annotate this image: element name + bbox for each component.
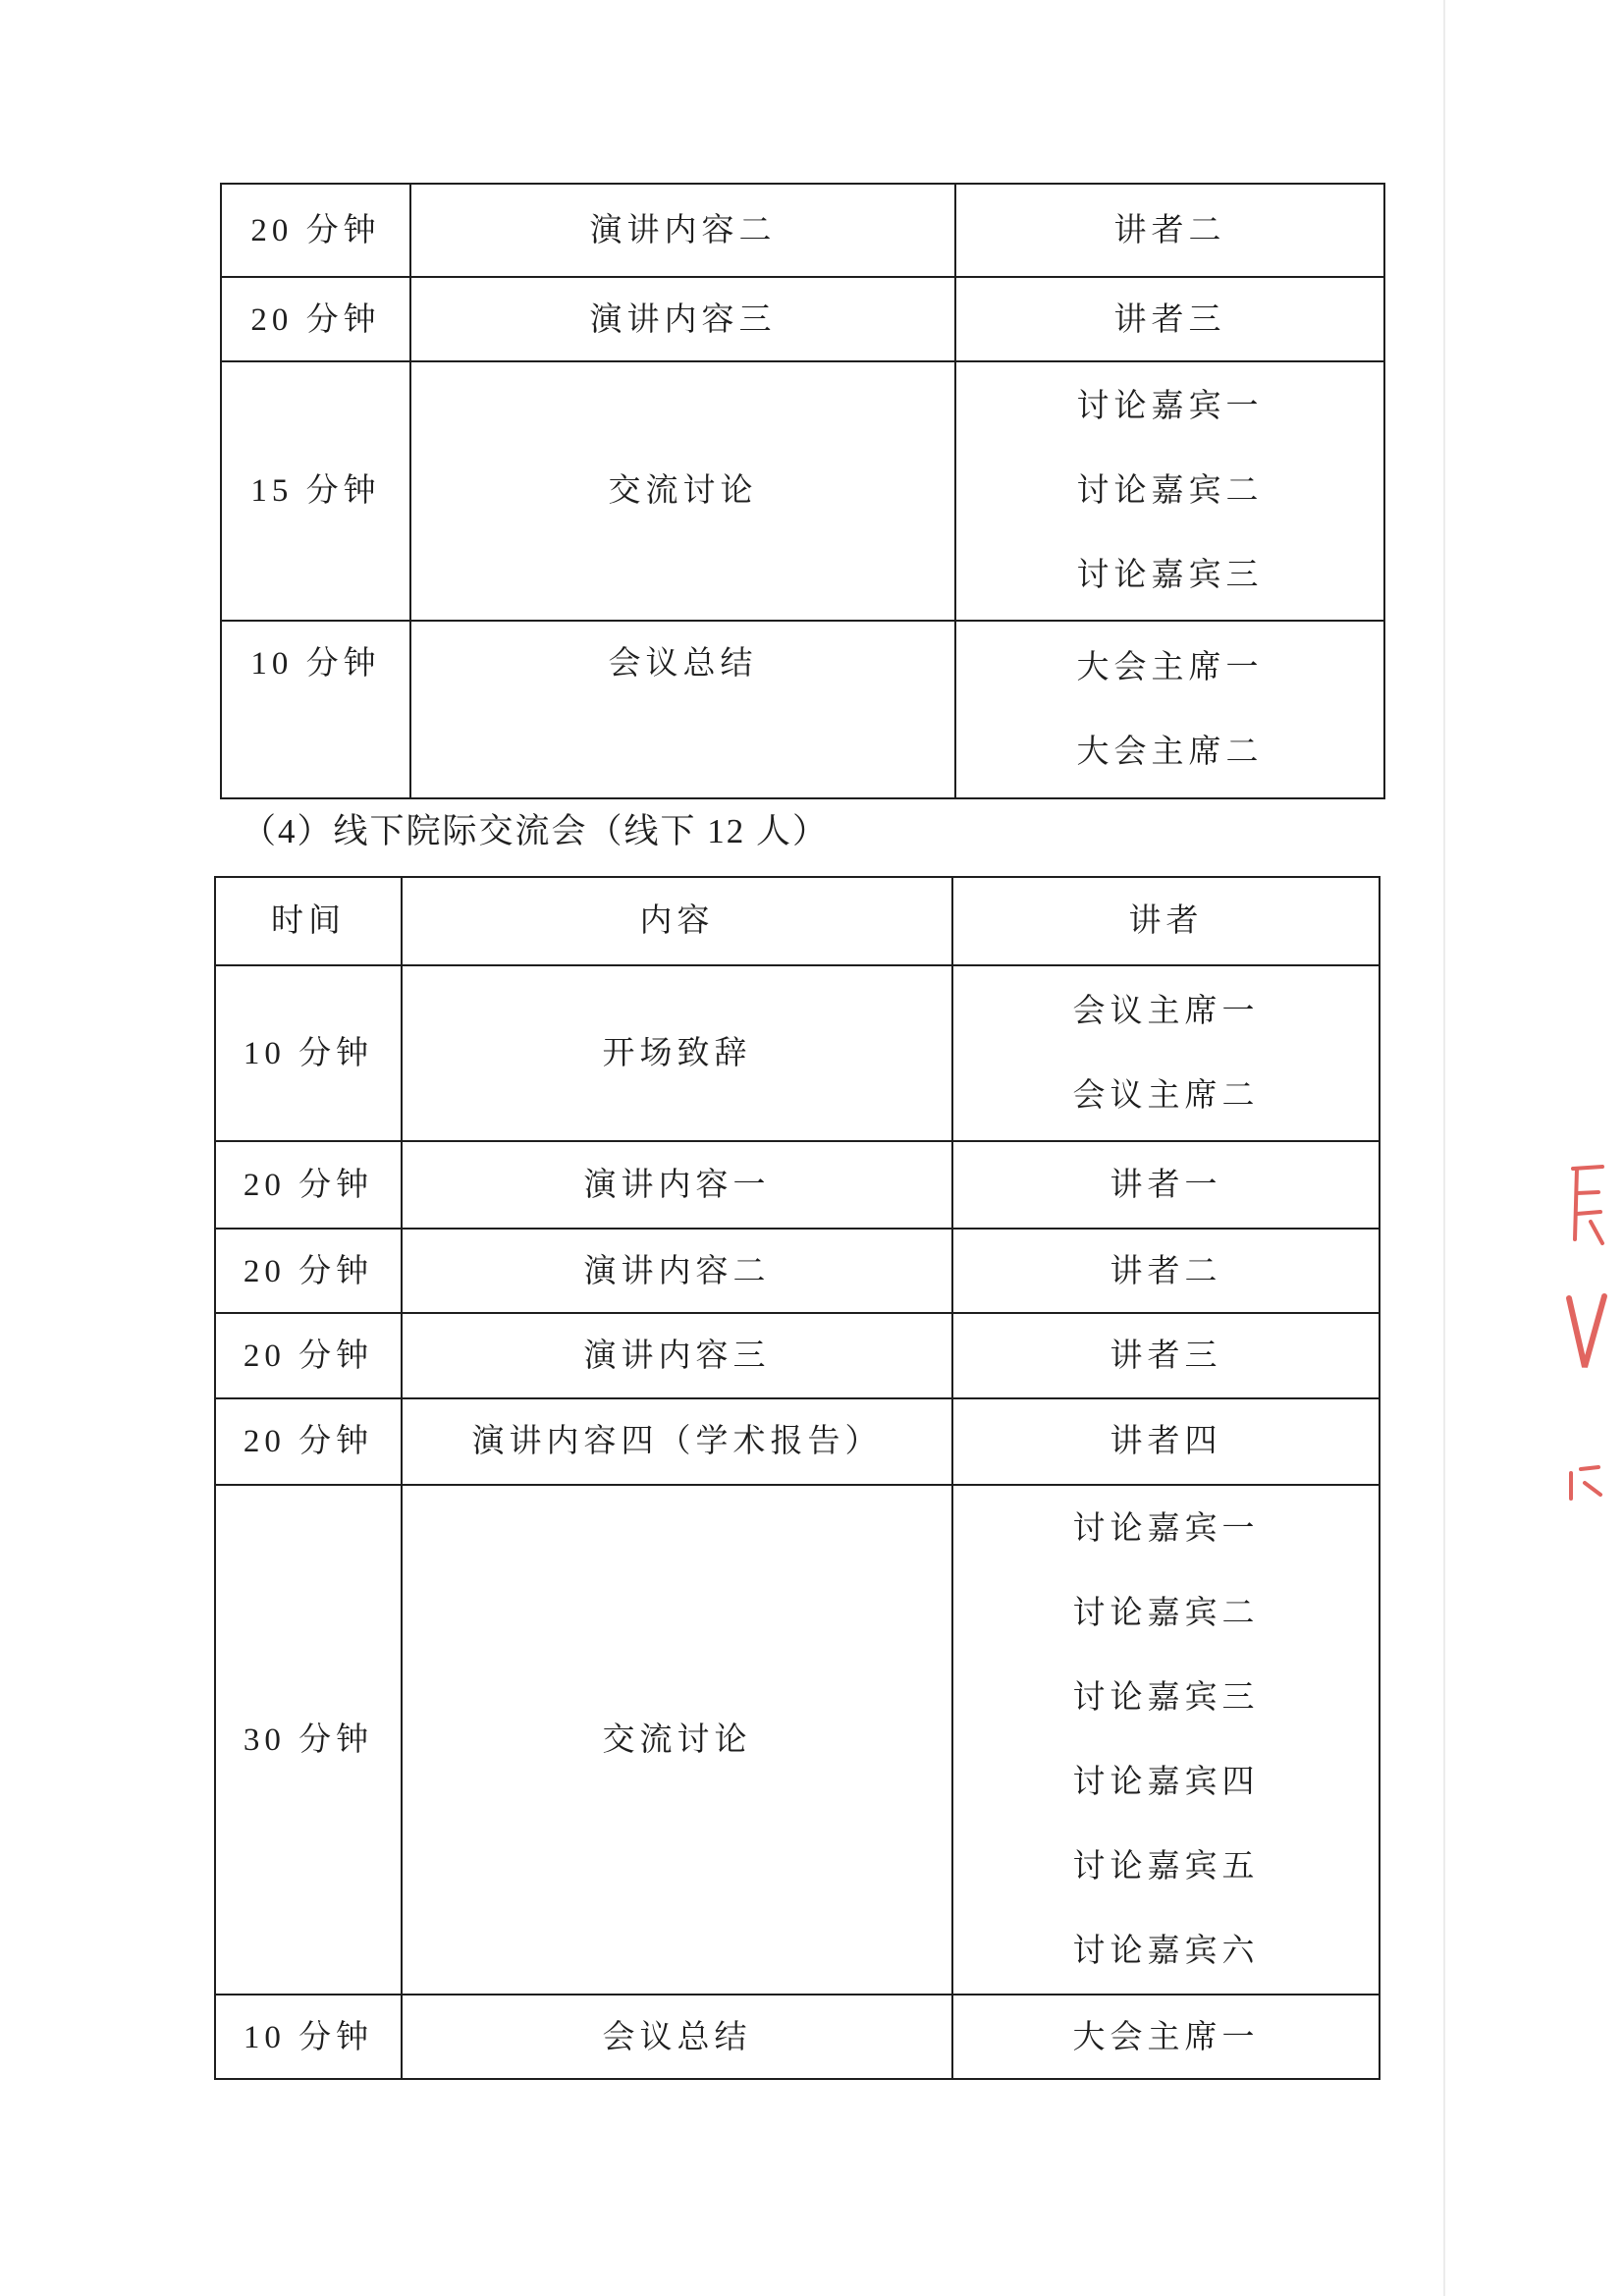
section-caption: （4）线下院际交流会（线下 12 人）	[242, 812, 830, 850]
time-cell	[222, 185, 409, 276]
speaker-name: 讨论嘉宾五	[1072, 1848, 1260, 1885]
time-cell	[216, 1995, 401, 2080]
speaker-name: 讨论嘉宾二	[1076, 473, 1264, 509]
agenda-table-continued	[220, 183, 1385, 799]
table-row	[216, 964, 1379, 1140]
content-text: 演讲内容三	[589, 302, 777, 338]
seal-stroke	[1575, 1169, 1577, 1239]
speaker-name: 大会主席二	[1076, 734, 1264, 770]
speaker-cell	[954, 362, 1383, 620]
time-cell	[216, 1486, 401, 1994]
time-cell	[216, 1142, 401, 1228]
time-text: 10 分钟	[243, 1035, 374, 1071]
content-cell	[401, 1995, 951, 2080]
content-text: 演讲内容一	[583, 1167, 771, 1203]
speaker-name: 讲者二	[1113, 212, 1226, 248]
time-cell	[216, 1399, 401, 1484]
speaker-cell	[954, 185, 1383, 276]
speaker-cell	[951, 1142, 1379, 1228]
speaker-cell	[954, 622, 1383, 797]
speaker-name: 讨论嘉宾一	[1072, 1510, 1260, 1547]
time-text: 30 分钟	[243, 1722, 374, 1758]
time-text: 20 分钟	[250, 302, 381, 338]
content-cell	[401, 1314, 951, 1398]
content-text: 交流讨论	[608, 473, 758, 509]
seal-stroke	[1571, 1467, 1600, 1499]
content-cell	[401, 1399, 951, 1484]
table-row	[216, 1484, 1379, 1994]
speaker-name: 讲者二	[1110, 1254, 1222, 1289]
content-text: 开场致辞	[602, 1035, 752, 1071]
header-text: 内容	[639, 903, 715, 939]
header-row	[216, 878, 1379, 964]
time-text: 10 分钟	[250, 646, 381, 682]
content-cell	[409, 278, 954, 362]
speaker-header	[951, 878, 1379, 964]
speaker-cell	[951, 966, 1379, 1140]
time-cell	[216, 1230, 401, 1314]
time-text: 20 分钟	[243, 1424, 374, 1459]
time-text: 20 分钟	[243, 1254, 374, 1289]
table-row	[222, 620, 1383, 797]
table-row	[222, 360, 1383, 620]
time-cell	[216, 966, 401, 1140]
content-text: 演讲内容四（学术报告）	[471, 1424, 883, 1459]
content-text: 演讲内容二	[583, 1254, 771, 1289]
time-text: 15 分钟	[250, 473, 381, 509]
seal-stroke	[1577, 1192, 1600, 1214]
speaker-cell	[954, 278, 1383, 362]
speaker-cell	[951, 1995, 1379, 2080]
content-text: 演讲内容三	[583, 1339, 771, 1374]
speaker-name: 讲者一	[1110, 1167, 1222, 1203]
content-text: 演讲内容二	[589, 212, 777, 248]
header-text: 讲者	[1128, 903, 1204, 939]
speaker-name: 讨论嘉宾二	[1072, 1595, 1260, 1631]
speaker-name: 讨论嘉宾三	[1076, 558, 1264, 593]
content-cell	[409, 185, 954, 276]
speaker-cell	[951, 1314, 1379, 1398]
time-cell	[222, 278, 409, 362]
speaker-name: 讨论嘉宾一	[1076, 389, 1264, 424]
table-row	[216, 1140, 1379, 1228]
speaker-name: 大会主席一	[1076, 649, 1264, 685]
content-text: 会议总结	[602, 2020, 752, 2055]
speaker-name: 讨论嘉宾四	[1072, 1764, 1260, 1800]
time-text: 20 分钟	[243, 1167, 374, 1203]
seal-stroke	[1591, 1222, 1602, 1243]
time-cell	[222, 362, 409, 620]
table-row	[216, 1312, 1379, 1397]
content-text: 交流讨论	[602, 1722, 752, 1758]
speaker-name: 讨论嘉宾三	[1072, 1679, 1260, 1716]
content-text: 会议总结	[608, 646, 758, 682]
content-cell	[409, 622, 954, 797]
scan-edge-line	[1443, 0, 1445, 2296]
speaker-cell	[951, 1230, 1379, 1314]
time-text: 10 分钟	[243, 2020, 374, 2055]
content-cell	[409, 362, 954, 620]
time-cell	[222, 622, 409, 797]
time-header	[216, 878, 401, 964]
speaker-name: 讲者三	[1113, 302, 1226, 338]
seal-stroke	[1569, 1296, 1604, 1367]
offline-exchange-agenda-table	[214, 876, 1380, 2080]
speaker-name: 讲者三	[1110, 1339, 1222, 1374]
speaker-cell	[951, 1399, 1379, 1484]
speaker-name: 讨论嘉宾六	[1072, 1933, 1260, 1969]
table-row	[216, 1228, 1379, 1312]
speaker-cell	[951, 1486, 1379, 1994]
table-row	[216, 1397, 1379, 1484]
time-cell	[216, 1314, 401, 1398]
table-row	[222, 185, 1383, 276]
seal-fragment	[1551, 1149, 1620, 1512]
table-row	[222, 276, 1383, 360]
content-header	[401, 878, 951, 964]
table-row	[216, 1994, 1379, 2078]
content-cell	[401, 1230, 951, 1314]
speaker-name: 大会主席一	[1072, 2020, 1260, 2055]
time-text: 20 分钟	[250, 212, 381, 248]
speaker-name: 会议主席二	[1072, 1077, 1260, 1114]
content-cell	[401, 1142, 951, 1228]
header-text: 时间	[271, 903, 346, 939]
time-text: 20 分钟	[243, 1339, 374, 1374]
content-cell	[401, 966, 951, 1140]
speaker-name: 会议主席一	[1072, 993, 1260, 1029]
speaker-name: 讲者四	[1110, 1424, 1222, 1459]
content-cell	[401, 1486, 951, 1994]
